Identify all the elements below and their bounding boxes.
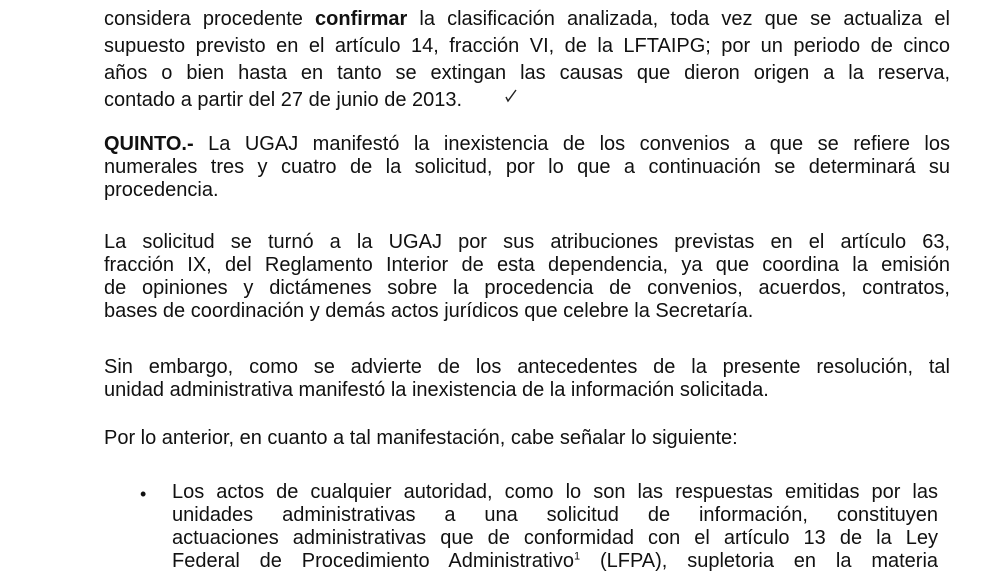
text-line: Los actos de cualquier autoridad, como lo son las respuestas emitidas por las [172, 481, 938, 503]
text-line: de opiniones y dictámenes sobre la procedencia de convenios, acuerdos, contratos, [104, 277, 950, 299]
text-line: numerales tres y cuatro de la solicitud, por lo que a continuación se determinará su [104, 156, 950, 178]
text-line: años o bien hasta en tanto se extingan las causas que dieron origen a la reserva, [104, 62, 950, 84]
text-line: supuesto previsto en el artículo 14, fracción VI, de la LFTAIPG; por un periodo de cinco [104, 35, 950, 57]
text-line: Federal de Procedimiento Administrativo$^1$ (LFPA), supletoria en la materia [172, 550, 939, 572]
text-line: procedencia. [104, 179, 219, 201]
handwritten-check-mark [505, 89, 517, 103]
text-line: bases de coordinación y demás actos jurídicos que celebre la Secretaría. [104, 300, 754, 322]
text-line: considera procedente confirmar la clasificación analizada, toda vez que se actualiza el [104, 8, 950, 30]
text-line: contado a partir del 27 de junio de 2013. [104, 89, 463, 111]
bullet-marker: • [140, 484, 147, 504]
bold-confirmar: confirmar [315, 8, 408, 30]
text-line: unidad administrativa manifestó la inexistencia de la información solicitada. [104, 379, 769, 401]
heading-quinto: QUINTO.- [104, 133, 194, 155]
text-line: Sin embargo, como se advierte de los antecedentes de la presente resolución, tal [104, 356, 950, 378]
footnote-marker: 1 [573, 550, 581, 563]
text-line: QUINTO.- La UGAJ manifestó la inexistencia de los convenios a que se refiere los [104, 133, 950, 155]
text-line: fracción IX, del Reglamento Interior de esta dependencia, ya que coordina la emisión [104, 254, 950, 276]
text-line: unidades administrativas a una solicitud de información, constituyen [172, 504, 938, 526]
text-line: La solicitud se turnó a la UGAJ por sus atribuciones previstas en el artículo 63, [104, 231, 950, 253]
text-line: actuaciones administrativas que de conformidad con el artículo 13 de la Ley [172, 527, 938, 549]
text-line: Por lo anterior, en cuanto a tal manifestación, cabe señalar lo siguiente: [104, 427, 738, 449]
